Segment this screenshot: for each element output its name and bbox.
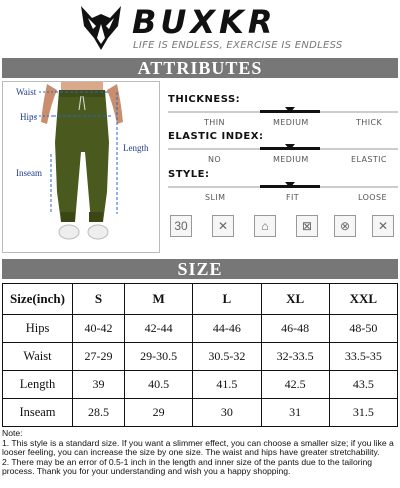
scale-indicator-icon <box>285 182 295 188</box>
scale-mid-label: MEDIUM <box>273 155 309 164</box>
table-cell: Inseam <box>3 399 73 427</box>
table-cell: 40-42 <box>73 315 125 343</box>
table-header-cell: L <box>193 284 261 315</box>
table-cell: 32-33.5 <box>261 343 329 371</box>
table-cell: 39 <box>73 371 125 399</box>
scale-low-label: THIN <box>204 118 225 127</box>
table-cell: 29-30.5 <box>125 343 193 371</box>
scale-high-label: THICK <box>356 118 383 127</box>
scale-low-label: SLIM <box>205 193 226 202</box>
note-line-1: 1. This style is a standard size. If you want a slimmer effect, you can choose a smaller size; if you like a looser feeling, you can increase the size by one size. The waist and hips have greater stretchability. <box>2 437 394 458</box>
table-row <box>3 315 398 343</box>
table-cell: 27-29 <box>73 343 125 371</box>
note-line-2: 2. There may be an error of 0.5-1 inch in the length and inner size of the pants due to the tailoring process. Thank you for your understanding and wish you a happy shopping. <box>2 456 373 477</box>
table-header-cell: XL <box>261 284 329 315</box>
size-table <box>2 283 398 427</box>
brand-tagline: LIFE IS ENDLESS, EXERCISE IS ENDLESS <box>133 40 343 51</box>
table-cell: Waist <box>3 343 73 371</box>
elastic-index-scale <box>168 131 398 164</box>
brand-name: BUXKR <box>132 3 277 41</box>
table-cell: 42.5 <box>261 371 329 399</box>
table-header-cell: M <box>125 284 193 315</box>
note-heading: Note: <box>2 428 23 438</box>
table-cell: 30.5-32 <box>193 343 261 371</box>
no-wring-icon: ✕ <box>372 215 394 237</box>
scale-mid-label: MEDIUM <box>273 118 309 127</box>
scale-title: ELASTIC INDEX: <box>168 131 264 142</box>
table-cell: 33.5-35 <box>329 343 397 371</box>
table-header-row <box>3 284 398 315</box>
table-row <box>3 399 398 427</box>
inseam-label: Inseam <box>16 168 42 178</box>
attributes-panel <box>2 79 398 257</box>
table-header-cell: S <box>73 284 125 315</box>
no-dry-clean-icon: ⊗ <box>334 215 356 237</box>
scale-title: STYLE: <box>168 169 210 180</box>
scale-title: THICKNESS: <box>168 94 241 105</box>
care-instructions <box>168 215 398 237</box>
table-cell: 48-50 <box>329 315 397 343</box>
table-row <box>3 343 398 371</box>
no-bleach-icon: ✕ <box>212 215 234 237</box>
wolf-logo-icon <box>78 4 124 52</box>
thickness-scale <box>168 94 398 127</box>
table-cell: 31.5 <box>329 399 397 427</box>
length-label: Length <box>123 143 149 153</box>
table-cell: Hips <box>3 315 73 343</box>
no-tumble-dry-icon: ⊠ <box>296 215 318 237</box>
model-photo <box>2 81 160 253</box>
table-cell: 42-44 <box>125 315 193 343</box>
scale-indicator-icon <box>285 107 295 113</box>
scale-low-label: NO <box>208 155 222 164</box>
wash-30-icon: 30 <box>170 215 192 237</box>
table-cell: 30 <box>193 399 261 427</box>
table-cell: 28.5 <box>73 399 125 427</box>
table-cell: 44-46 <box>193 315 261 343</box>
waist-label: Waist <box>16 87 37 97</box>
table-cell: Length <box>3 371 73 399</box>
scale-indicator-icon <box>285 144 295 150</box>
hips-label: Hips <box>20 112 38 122</box>
size-note <box>2 429 400 477</box>
table-row <box>3 371 398 399</box>
size-banner: SIZE <box>2 259 398 279</box>
style-scale <box>168 169 398 202</box>
attributes-banner: ATTRIBUTES <box>2 58 398 78</box>
brand-header <box>0 0 400 56</box>
table-cell: 31 <box>261 399 329 427</box>
table-cell: 40.5 <box>125 371 193 399</box>
table-cell: 43.5 <box>329 371 397 399</box>
table-header-cell: XXL <box>329 284 397 315</box>
scale-high-label: LOOSE <box>358 193 387 202</box>
iron-low-icon: ⌂ <box>254 215 276 237</box>
table-cell: 46-48 <box>261 315 329 343</box>
table-cell: 29 <box>125 399 193 427</box>
table-cell: 41.5 <box>193 371 261 399</box>
scale-high-label: ELASTIC <box>351 155 387 164</box>
scale-mid-label: FIT <box>286 193 300 202</box>
table-header-cell: Size(inch) <box>3 284 73 315</box>
